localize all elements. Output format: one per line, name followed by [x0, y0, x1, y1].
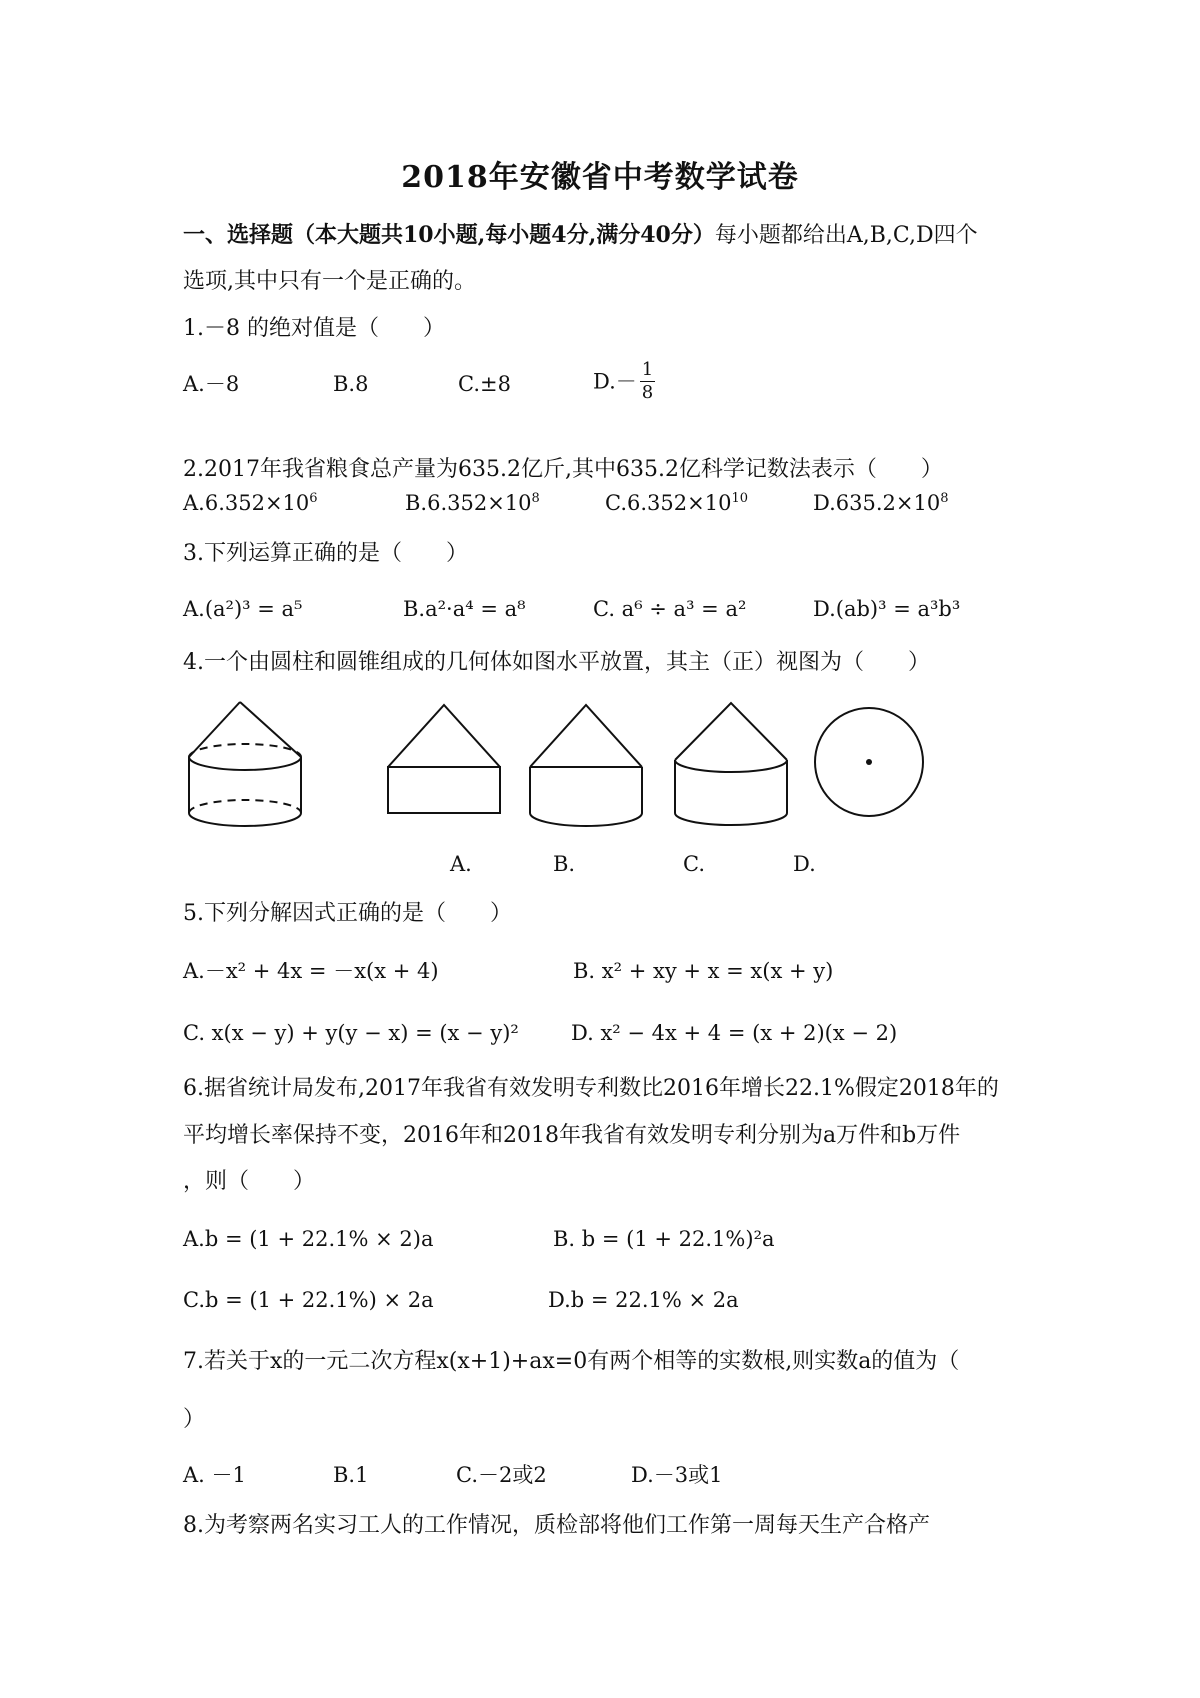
q7-stem-2: ） [183, 1407, 206, 1432]
q6-stem-1: 6.据省统计局发布,2017年我省有效发明专利数比2016年增长22.1%假定2018年的 [183, 1076, 999, 1101]
fraction-denominator: 8 [641, 382, 654, 403]
q7-option-b: B.1 [333, 1463, 369, 1487]
q8-stem: 8.为考察两名实习工人的工作情况，质检部将他们工作第一周每天生产合格产 [183, 1513, 930, 1538]
cone-base-front [189, 757, 301, 770]
q3-option-a: A.(a²)³ = a⁵ [183, 597, 303, 621]
option-b-body [530, 767, 642, 826]
section-instruction-1: 每小题都给出A,B,C,D四个 [714, 223, 978, 248]
q5-option-d: D. x² − 4x + 4 = (x + 2)(x − 2) [571, 1021, 898, 1045]
q5-option-c: C. x(x − y) + y(y − x) = (x − y)² [183, 1021, 519, 1045]
option-b-triangle [530, 705, 642, 767]
solid-figure [189, 702, 301, 826]
fraction-numerator: 1 [641, 359, 654, 380]
q3-stem: 3.下列运算正确的是（ ） [183, 541, 468, 566]
q4-label-a: A. [450, 852, 472, 876]
section-heading: 一、选择题（本大题共10小题,每小题4分,满分40分） [183, 222, 715, 248]
q2-option-b-base: B.6.352×10 [405, 491, 532, 515]
q2-option-d-exp: 8 [940, 491, 949, 506]
cone-base-back [189, 744, 301, 757]
q2-stem: 2.2017年我省粮食总产量为635.2亿斤,其中635.2亿科学记数法表示（ ） [183, 457, 943, 482]
q1-stem: 1.－8 的绝对值是（ ） [183, 316, 445, 341]
page-title: 2018年安徽省中考数学试卷 [401, 160, 799, 195]
option-c-curved-top [675, 760, 787, 772]
q7-option-d: D.－3或1 [631, 1463, 723, 1487]
q7-option-a: A. －1 [183, 1463, 246, 1487]
q3-option-b: B.a²·a⁴ = a⁸ [403, 597, 526, 621]
cylinder-bottom-back [189, 800, 301, 813]
q2-option-b-exp: 8 [531, 491, 540, 506]
q5-option-a: A.－x² + 4x = －x(x + 4) [183, 959, 439, 983]
q7-option-c: C.－2或2 [456, 1463, 547, 1487]
q1-option-c: C.±8 [458, 372, 511, 396]
q6-option-c: C.b = (1 + 22.1%) × 2a [183, 1288, 434, 1312]
option-a-rectangle [388, 767, 500, 813]
q6-option-a: A.b = (1 + 22.1% × 2)a [183, 1227, 434, 1251]
cone-left-edge [189, 702, 240, 757]
option-c-figure [675, 703, 787, 825]
q4-label-d: D. [793, 852, 816, 876]
q1-option-a: A.－8 [183, 372, 240, 396]
q7-stem-1: 7.若关于x的一元二次方程x(x+1)+ax=0有两个相等的实数根,则实数a的值为（ [183, 1349, 960, 1374]
option-c-triangle [675, 703, 787, 760]
q1-option-d-label: D.－ [593, 369, 637, 394]
section-instruction-2: 选项,其中只有一个是正确的。 [183, 269, 476, 294]
cylinder-bottom-front [189, 813, 301, 826]
q2-option-a-base: A.6.352×10 [183, 491, 310, 515]
q3-option-d: D.(ab)³ = a³b³ [813, 597, 961, 621]
q2-option-a-exp: 6 [309, 491, 318, 506]
option-b-figure [530, 705, 642, 826]
q4-label-b: B. [553, 852, 576, 876]
option-a-triangle [388, 705, 500, 767]
q3-option-c: C. a⁶ ÷ a³ = a² [593, 597, 747, 621]
q1-option-b: B.8 [333, 372, 369, 396]
q6-option-d: D.b = 22.1% × 2a [548, 1288, 739, 1312]
q6-stem-2: 平均增长率保持不变，2016年和2018年我省有效发明专利分别为a万件和b万件 [183, 1123, 961, 1148]
option-c-body [675, 760, 787, 825]
q5-option-b: B. x² + xy + x = x(x + y) [573, 959, 834, 983]
option-d-center-dot [866, 759, 872, 765]
q4-label-c: C. [683, 852, 705, 876]
option-a-figure [388, 705, 500, 813]
q2-option-c-base: C.6.352×10 [605, 491, 732, 515]
q4-stem: 4.一个由圆柱和圆锥组成的几何体如图水平放置，其主（正）视图为（ ） [183, 650, 930, 675]
q5-stem: 5.下列分解因式正确的是（ ） [183, 901, 512, 926]
q2-option-c-exp: 10 [731, 491, 748, 506]
q6-stem-3: ，则（ ） [183, 1169, 316, 1194]
q2-option-d-base: D.635.2×10 [813, 491, 941, 515]
option-d-figure [815, 708, 923, 816]
cone-right-edge [240, 702, 301, 757]
q6-option-b: B. b = (1 + 22.1%)²a [553, 1227, 775, 1251]
